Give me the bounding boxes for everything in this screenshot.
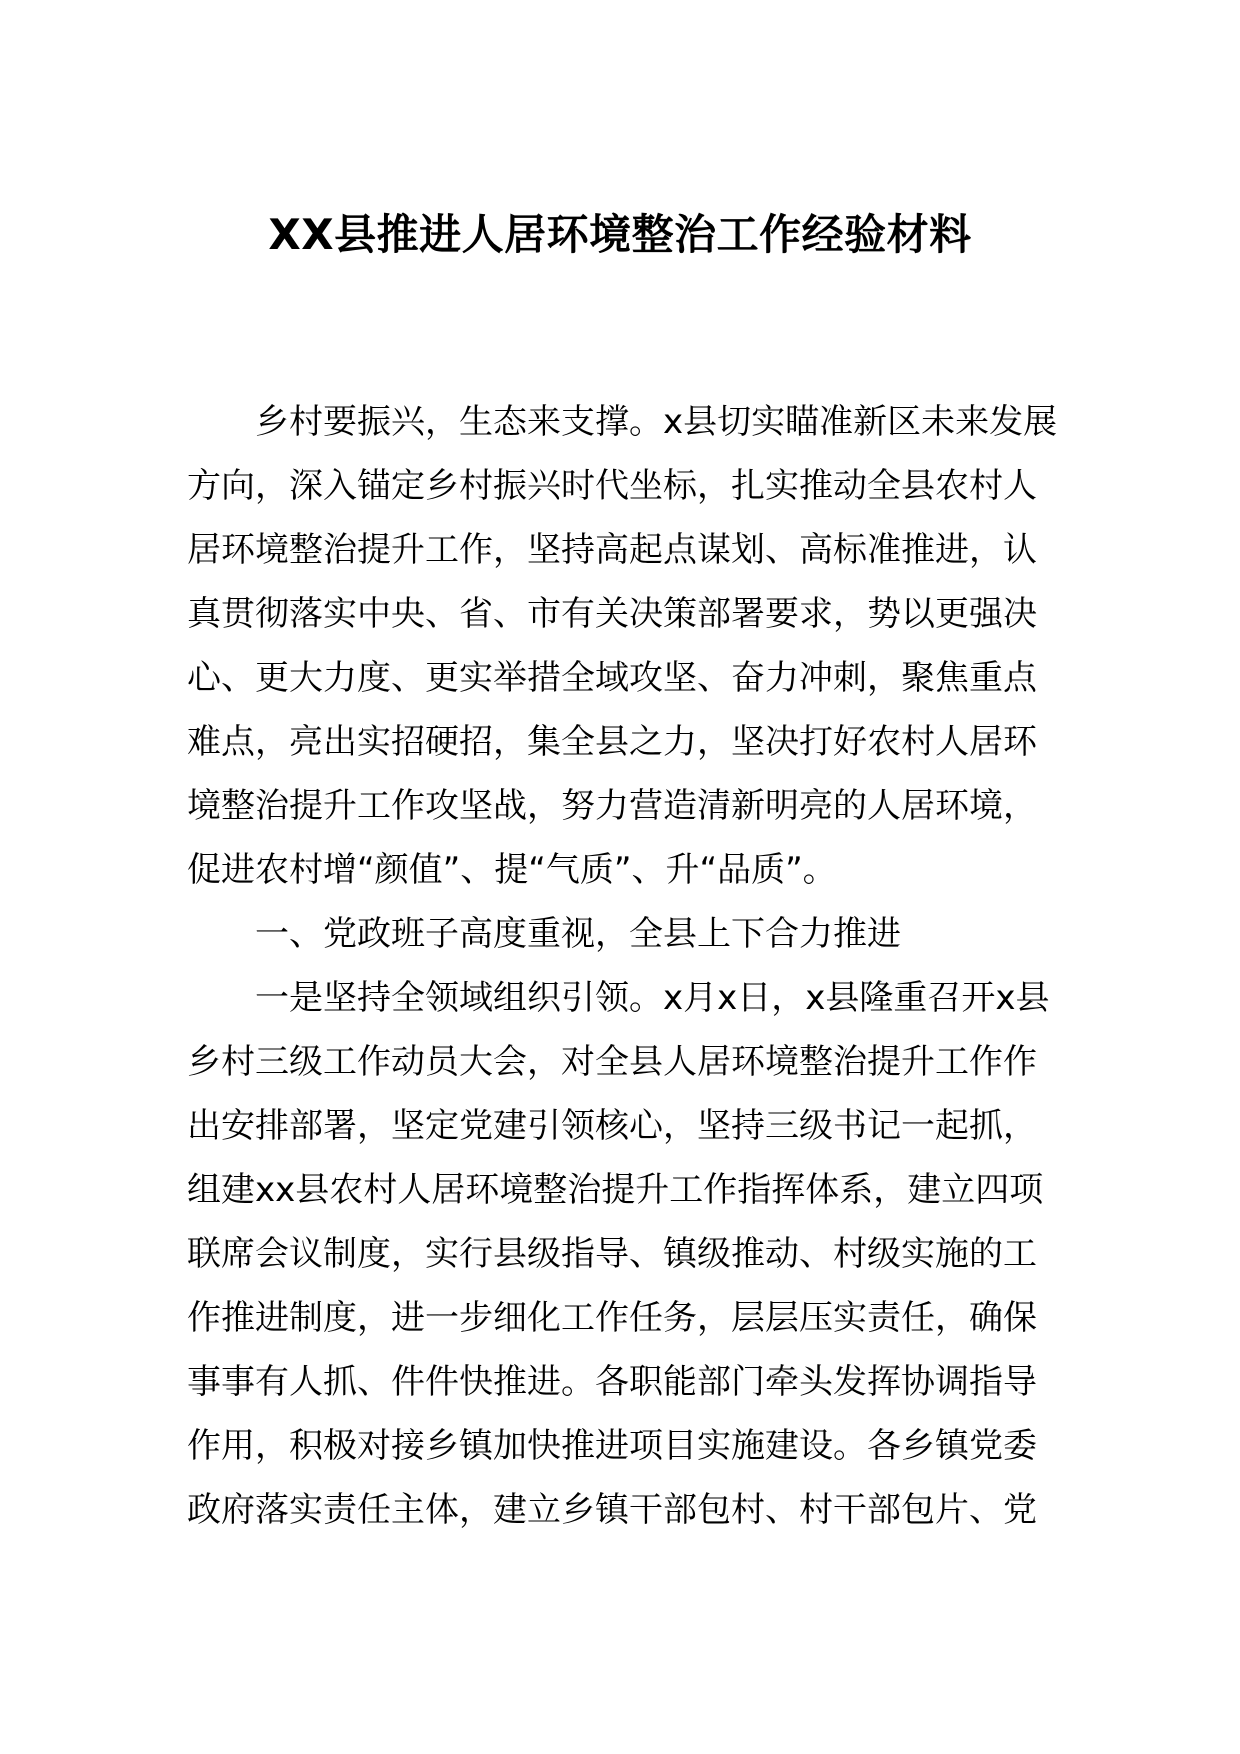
body-line: 居环境整治提升工作，坚持高起点谋划、高标准推进，认 bbox=[187, 530, 1037, 570]
body-line: 组建xx县农村人居环境整治提升工作指挥体系，建立四项 bbox=[187, 1170, 1044, 1210]
body-line: 作用，积极对接乡镇加快推进项目实施建设。各乡镇党委 bbox=[187, 1426, 1037, 1466]
body-line: 乡村要振兴，生态来支撑。x县切实瞄准新区未来发展 bbox=[255, 402, 1057, 442]
body-line: 政府落实责任主体，建立乡镇干部包村、村干部包片、党 bbox=[187, 1490, 1037, 1530]
body-line: 促进农村增“颜值”、提“气质”、升“品质”。 bbox=[187, 850, 837, 890]
body-line: 心、更大力度、更实举措全域攻坚、奋力冲刺，聚焦重点 bbox=[187, 658, 1037, 698]
body-line: 作推进制度，进一步细化工作任务，层层压实责任，确保 bbox=[187, 1298, 1037, 1338]
body-line: 真贯彻落实中央、省、市有关决策部署要求，势以更强决 bbox=[187, 594, 1037, 634]
body-line: 事事有人抓、件件快推进。各职能部门牵头发挥协调指导 bbox=[187, 1362, 1037, 1402]
body-line: 出安排部署，坚定党建引领核心，坚持三级书记一起抓， bbox=[187, 1106, 1037, 1146]
body-line: 方向，深入锚定乡村振兴时代坐标，扎实推动全县农村人 bbox=[187, 466, 1037, 506]
body-line: 境整治提升工作攻坚战，努力营造清新明亮的人居环境， bbox=[187, 786, 1037, 826]
body-line: 难点，亮出实招硬招，集全县之力，坚决打好农村人居环 bbox=[187, 722, 1037, 762]
document-body bbox=[187, 390, 1057, 1542]
body-line: 乡村三级工作动员大会，对全县人居环境整治提升工作作 bbox=[187, 1042, 1037, 1082]
document-title: XX县推进人居环境整治工作经验材料 bbox=[268, 210, 972, 259]
body-line: 一、党政班子高度重视，全县上下合力推进 bbox=[255, 914, 901, 954]
body-line: 联席会议制度，实行县级指导、镇级推动、村级实施的工 bbox=[187, 1234, 1037, 1274]
body-line: 一是坚持全领域组织引领。x月x日，x县隆重召开x县 bbox=[255, 978, 1050, 1018]
